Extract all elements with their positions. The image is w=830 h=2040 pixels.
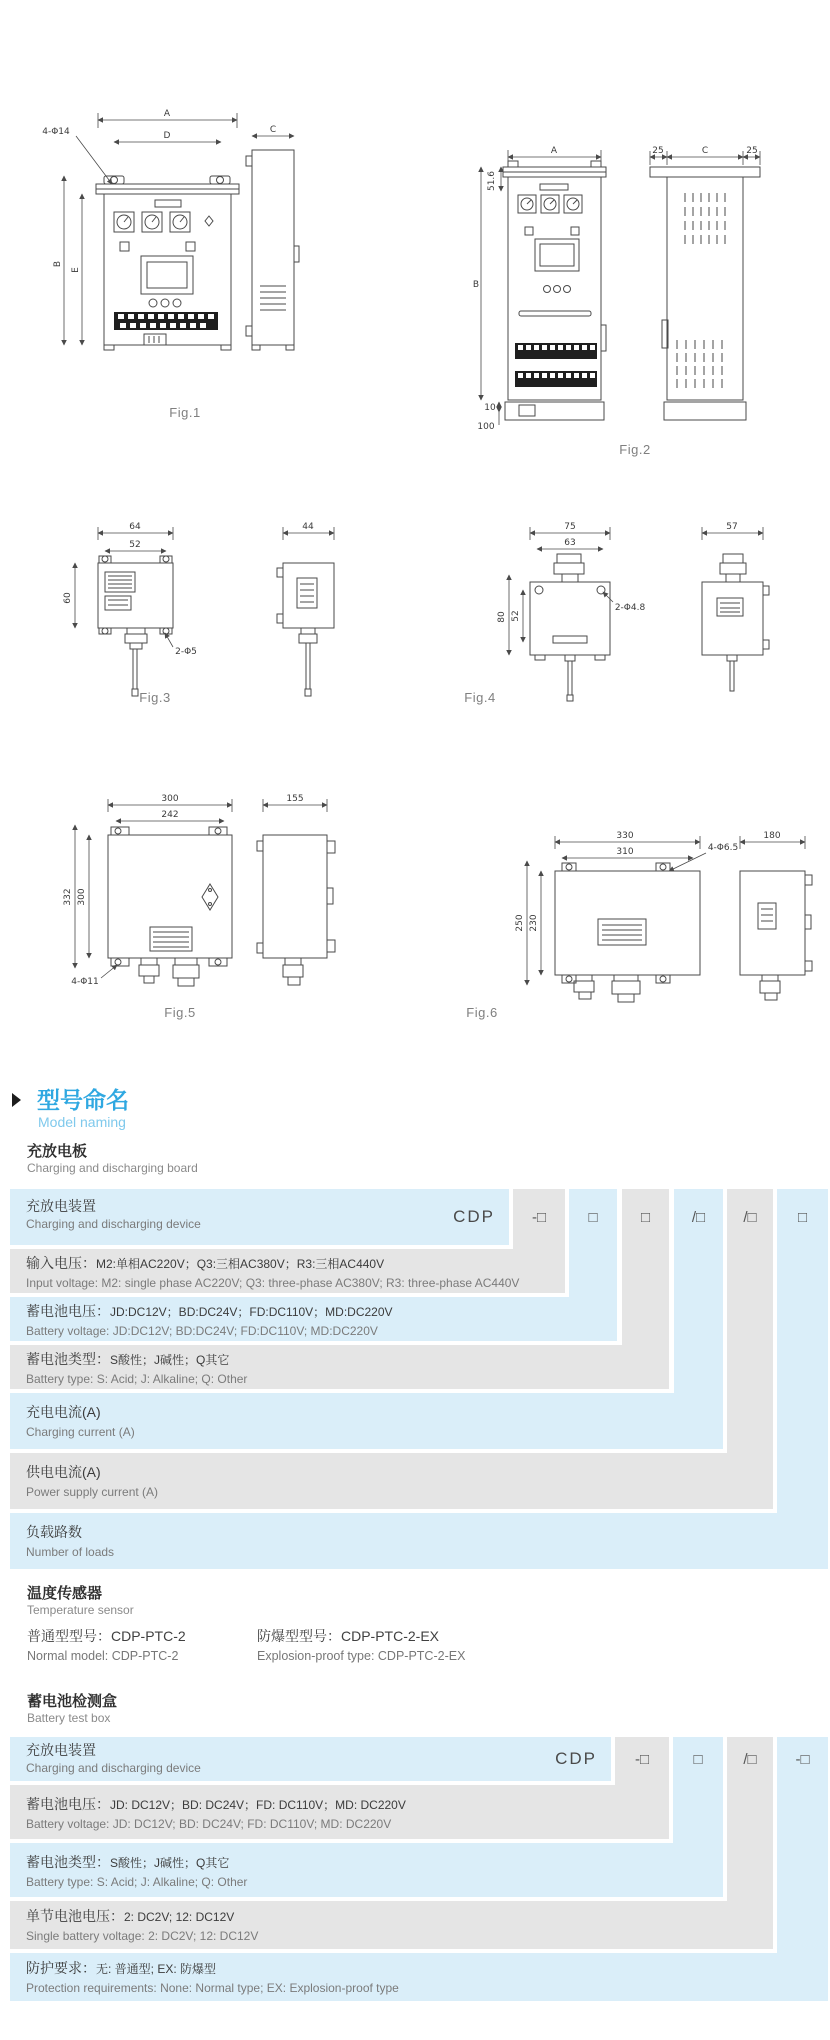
fig6-caption: Fig.6	[466, 1005, 498, 1020]
fig1-drawing	[40, 98, 330, 423]
fig5-caption: Fig.5	[164, 1005, 196, 1020]
fig5-callout: 4-Φ11	[71, 977, 99, 987]
fig5-dim-155: 155	[286, 794, 304, 804]
fig5-drawing	[55, 785, 355, 1000]
code-box: □	[777, 1189, 828, 1245]
code-box: □	[569, 1189, 617, 1245]
temp-sensor-heading-en: Temperature sensor	[27, 1603, 134, 1617]
battery-header-label-zh: 充放电装置	[26, 1742, 96, 1758]
code-box: -□	[513, 1189, 565, 1245]
battery-header-label-en: Charging and discharging device	[26, 1761, 201, 1775]
fig6-drawing	[510, 815, 820, 1010]
table-row: 充电电流(A) Charging current (A)	[10, 1393, 723, 1449]
fig2-drawing	[455, 105, 765, 460]
fig6-dim-230: 230	[529, 914, 539, 932]
fig2-dim-10: 10	[484, 403, 496, 413]
column-strip	[727, 1781, 773, 1901]
temp-sensor-heading-zh: 温度传感器	[27, 1585, 103, 1602]
code-box: □	[622, 1189, 669, 1245]
fig3-side-view	[277, 563, 334, 696]
fig3-front-view	[98, 556, 173, 696]
fig5-front-view	[108, 827, 232, 986]
fig4-front-view	[530, 554, 610, 701]
board-heading-zh: 充放电板	[27, 1143, 88, 1160]
fig6-dim-330: 330	[616, 831, 634, 841]
fig4-callout: 2-Φ4.8	[614, 603, 646, 613]
fig2-dim-a: A	[550, 146, 558, 156]
section-title: 型号命名	[37, 1087, 129, 1113]
fig3-callout: 2-Φ5	[175, 647, 197, 657]
section-subtitle: Model naming	[38, 1114, 126, 1130]
battery-box-heading-zh: 蓄电池检测盒	[27, 1693, 118, 1710]
temp-sensor-ex-zh: 防爆型型号：CDP-PTC-2-EX	[257, 1628, 440, 1644]
fig2-dim-b: B	[472, 280, 480, 290]
table-row: 负载路数 Number of loads	[10, 1513, 828, 1569]
fig1-caption: Fig.1	[169, 405, 201, 420]
fig4-dim-52: 52	[511, 610, 521, 622]
code-box: -□	[777, 1737, 828, 1781]
column-strip	[674, 1245, 723, 1393]
fig6-side-view	[740, 871, 812, 1000]
fig5-dim-300t: 300	[161, 794, 179, 804]
fig4-dimensions	[509, 527, 763, 655]
section-bullet-icon	[12, 1093, 21, 1107]
battery-header-label-cell	[10, 1737, 611, 1781]
fig2-dim-c: C	[701, 146, 709, 156]
fig3-dimensions	[75, 527, 334, 647]
fig1-dim-d: D	[163, 131, 171, 141]
fig4-dim-75: 75	[564, 522, 576, 532]
fig5-dimensions	[75, 799, 327, 978]
fig3-dim-64: 64	[129, 522, 141, 532]
fig3-dim-52: 52	[129, 540, 141, 550]
fig6-callout: 4-Φ6.5	[707, 843, 739, 853]
fig2-caption: Fig.2	[619, 442, 651, 457]
table-row: 蓄电池类型：S酸性；J碱性；Q其它 Battery type: S: Acid; J: Alkaline; Q: Other	[10, 1843, 723, 1897]
table-row: 供电电流(A) Power supply current (A)	[10, 1453, 773, 1509]
column-strip	[673, 1781, 723, 1843]
fig6-dim-310: 310	[616, 847, 634, 857]
fig2-dim-25r: 25	[746, 146, 758, 156]
fig6-dim-250: 250	[515, 914, 525, 932]
fig1-side-view	[246, 150, 299, 350]
fig3-caption: Fig.3	[139, 690, 171, 705]
code-box: /□	[727, 1189, 773, 1245]
fig3-drawing	[55, 520, 335, 710]
fig2-dim-25l: 25	[652, 146, 664, 156]
fig4-side-view	[702, 554, 769, 691]
fig1-dim-b: B	[53, 260, 63, 268]
column-strip	[622, 1245, 669, 1345]
column-strip	[777, 1781, 828, 1953]
board-header-label-en: Charging and discharging device	[26, 1217, 201, 1231]
column-strip	[777, 1245, 828, 1513]
temp-sensor-normal-zh: 普通型型号：CDP-PTC-2	[27, 1628, 186, 1644]
battery-box-naming-table	[10, 1737, 828, 2001]
table-row: 蓄电池类型：S酸性；J碱性；Q其它 Battery type: S: Acid; J: Alkaline; Q: Other	[10, 1345, 669, 1389]
fig4-caption: Fig.4	[464, 690, 496, 705]
code-box: /□	[727, 1737, 773, 1781]
board-naming-table	[10, 1189, 828, 1569]
fig6-dim-180: 180	[763, 831, 781, 841]
fig6-front-view	[555, 863, 700, 1002]
fig2-dim-516: 51.6	[487, 170, 497, 192]
code-box: □	[673, 1737, 723, 1781]
battery-model-code: CDP	[555, 1749, 597, 1768]
table-row: 输入电压：M2:单相AC220V；Q3:三相AC380V；R3:三相AC440V Input voltage: M2: single phase AC220V; Q3: three-phase AC380V; R3: three-phase AC440V	[10, 1249, 565, 1293]
fig4-dim-63: 63	[564, 538, 576, 548]
fig4-dim-57: 57	[726, 522, 738, 532]
table-row: 防护要求：无: 普通型; EX: 防爆型 Protection requirements: None: Normal type; EX: Explosion-proof type	[10, 1953, 828, 2001]
fig5-dim-242: 242	[161, 810, 179, 820]
temp-sensor-normal-en: Normal model: CDP-PTC-2	[27, 1649, 179, 1663]
battery-box-heading-en: Battery test box	[27, 1711, 111, 1725]
fig5-dim-300l: 300	[77, 888, 87, 906]
board-model-code: CDP	[453, 1207, 495, 1226]
column-strip	[569, 1245, 617, 1297]
fig1-dim-c: C	[269, 125, 277, 135]
fig3-dim-44: 44	[302, 522, 314, 532]
temp-sensor-ex-en: Explosion-proof type: CDP-PTC-2-EX	[257, 1649, 466, 1663]
board-heading-en: Charging and discharging board	[27, 1161, 198, 1175]
table-row: 蓄电池电压：JD: DC12V；BD: DC24V；FD: DC110V；MD: DC220V Battery voltage: JD: DC12V; BD: DC24V; FD: DC110V; MD: DC220V	[10, 1785, 669, 1839]
fig3-dim-60: 60	[63, 592, 73, 604]
fig2-dim-100: 100	[477, 422, 495, 432]
code-box: /□	[674, 1189, 723, 1245]
board-header-label-zh: 充放电装置	[26, 1198, 96, 1214]
fig5-side-view	[257, 835, 335, 985]
fig1-callout: 4-Φ14	[42, 127, 70, 137]
fig2-side-view	[650, 167, 760, 420]
table-row: 单节电池电压：2: DC2V; 12: DC12V Single battery voltage: 2: DC2V; 12: DC12V	[10, 1901, 773, 1949]
fig4-drawing	[495, 520, 785, 710]
fig4-dim-80: 80	[497, 611, 507, 623]
table-row: 蓄电池电压：JD:DC12V；BD:DC24V；FD:DC110V；MD:DC220V Battery voltage: JD:DC12V; BD:DC24V; FD:DC110V; MD:DC220V	[10, 1297, 617, 1341]
fig1-dim-e: E	[71, 267, 81, 273]
column-strip	[727, 1245, 773, 1453]
fig6-dimensions	[527, 836, 805, 985]
fig1-dim-a: A	[163, 109, 171, 119]
fig5-dim-332: 332	[63, 888, 73, 906]
code-box: -□	[615, 1737, 669, 1781]
board-header-label-cell	[10, 1189, 509, 1245]
